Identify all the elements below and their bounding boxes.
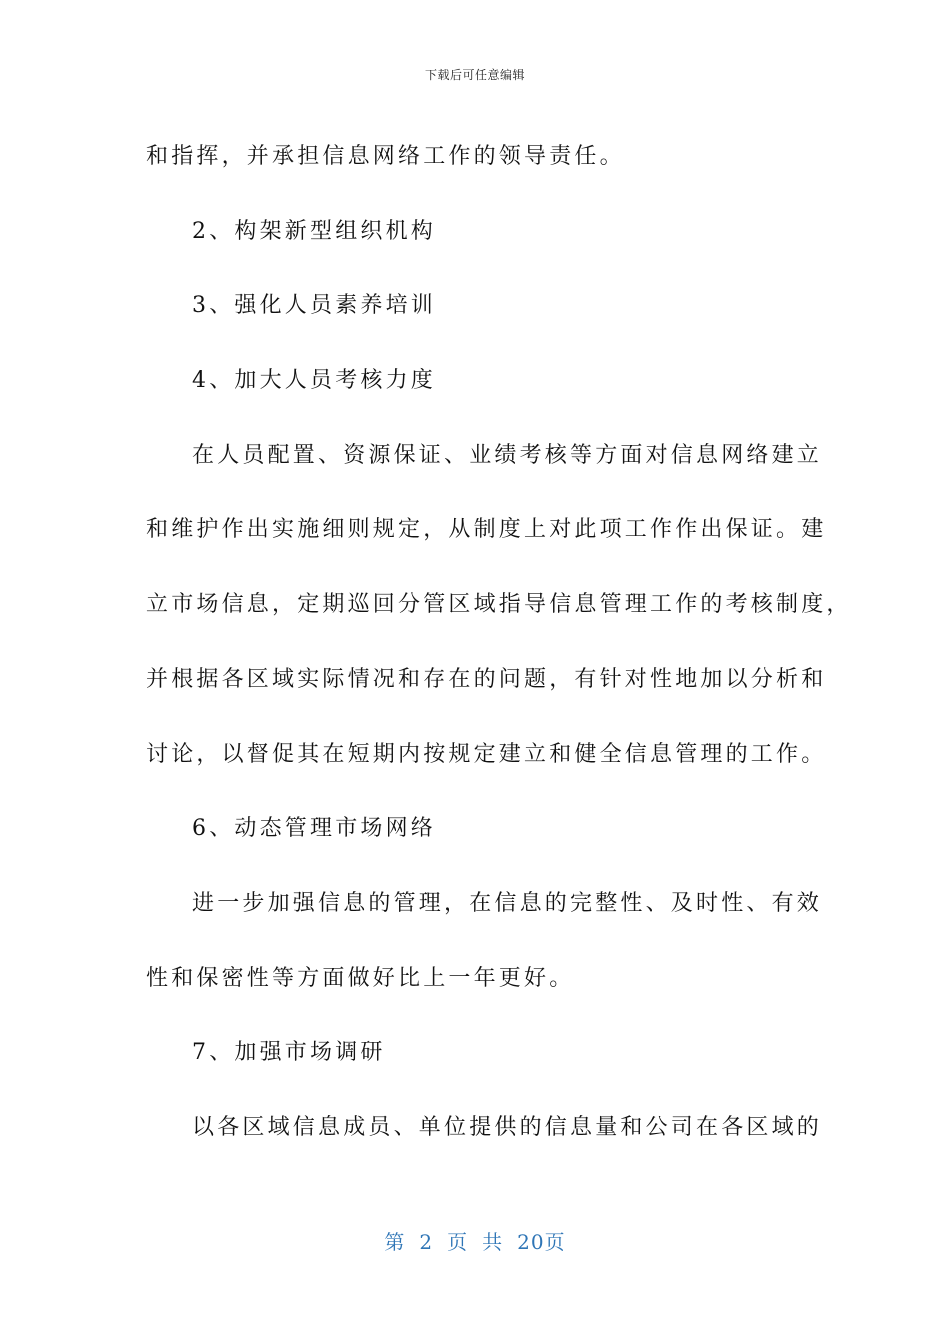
footer-prefix: 第 xyxy=(384,1230,406,1254)
document-body xyxy=(146,120,852,1166)
footer-total-label: 共 xyxy=(482,1230,504,1254)
footer-page-number: 2 xyxy=(419,1230,434,1254)
paragraph-line: 和维护作出实施细则规定，从制度上对此项工作作出保证。建 xyxy=(146,517,827,543)
section-heading: 4、加大人员考核力度 xyxy=(192,368,436,394)
header-note: 下载后可任意编辑 xyxy=(424,68,525,82)
paragraph-line: 性和保密性等方面做好比上一年更好。 xyxy=(146,965,575,991)
paragraph-line: 讨论，以督促其在短期内按规定建立和健全信息管理的工作。 xyxy=(146,741,827,767)
page-footer xyxy=(0,1226,950,1255)
paragraph-line: 立市场信息，定期巡回分管区域指导信息管理工作的考核制度， xyxy=(146,592,852,618)
footer-total-pages: 20页 xyxy=(517,1230,566,1254)
paragraph-line: 并根据各区域实际情况和存在的问题，有针对性地加以分析和 xyxy=(146,666,827,692)
paragraph-line: 和指挥，并承担信息网络工作的领导责任。 xyxy=(146,144,625,169)
paragraph-line: 进一步加强信息的管理，在信息的完整性、及时性、有效 xyxy=(192,890,823,916)
footer-middle: 页 xyxy=(447,1230,469,1254)
section-heading: 2、构架新型组织机构 xyxy=(192,218,436,244)
section-heading: 6、动态管理市场网络 xyxy=(192,816,436,842)
section-heading: 7、加强市场调研 xyxy=(192,1040,386,1066)
section-heading: 3、强化人员素养培训 xyxy=(192,293,436,319)
paragraph-line: 在人员配置、资源保证、业绩考核等方面对信息网络建立 xyxy=(192,442,823,468)
paragraph-line: 以各区域信息成员、单位提供的信息量和公司在各区域的 xyxy=(192,1114,823,1140)
